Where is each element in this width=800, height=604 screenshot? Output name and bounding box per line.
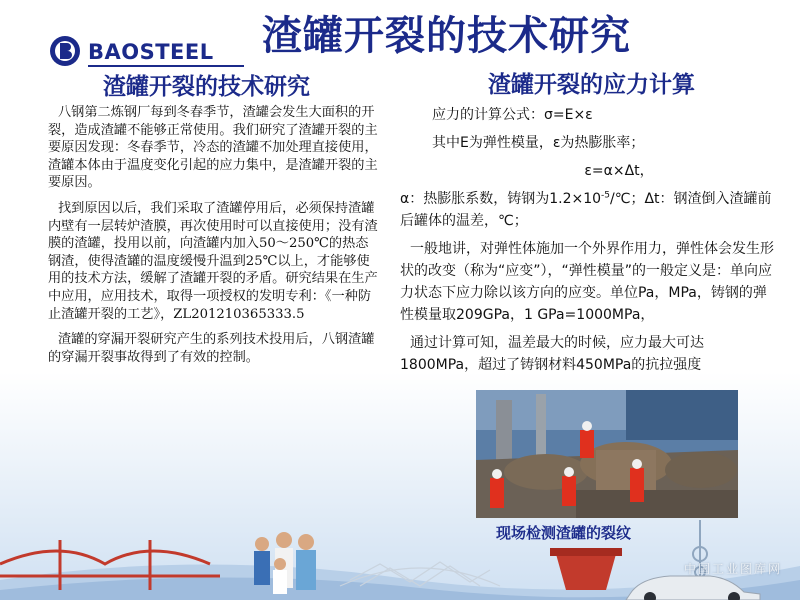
coefficient-text-rest: /℃；Δt：钢渣倒入渣罐前后罐体的温差，℃； [400,191,772,229]
elasticity-paragraph: 一般地讲，对弹性体施加一个外界作用力，弹性体会发生形状的改变（称为“应变”），“弹性模量”的一般定义是：单向应力状态下应力除以该方向的应变。单位Pa，MPa，铸钢的弹性模量取209GPa，1 GPa=1000MPa， [400,241,774,323]
conclusion-paragraph: 通过计算可知，温差最大的时候，应力最大可达1800MPa，超过了铸钢材料450MPa的抗拉强度 [400,335,704,373]
slide-title: 渣罐开裂的技术研究 [262,13,631,59]
baosteel-logo [48,34,248,68]
coefficient-text: α：热膨胀系数，铸钢为1.2×10 [400,191,602,207]
right-body [400,104,778,376]
formula-line: 应力的计算公式：σ=E×ε [432,107,593,123]
coefficient-definition [400,188,778,232]
photo-caption: 现场检测渣罐的裂纹 [496,524,632,542]
watermark: 中国工业图库网 [684,562,783,576]
baosteel-emblem-icon [48,34,84,68]
bottom-decoration [0,520,800,600]
left-paragraph: 找到原因以后，我们采取了渣罐停用后，必须保持渣罐内壁有一层转炉渣膜，再次使用时可以直接使用；没有渣膜的渣罐，投用以前，向渣罐内加入50～250℃的热态钢渣，使得渣罐的温度缓慢升温到25℃以上，才能够使用的技术方法，缓解了渣罐开裂的矛盾。研究结果在生产中应用，应用技术，取得一项授权的发明专利：《一种防止渣罐开裂的工艺》，ZL201210365333.5 [48,200,378,322]
coefficient-exponent: -5 [601,190,611,201]
brand-name: BAOSTEEL [88,40,214,64]
left-heading: 渣罐开裂的技术研究 [103,73,310,100]
brand-underline [88,65,244,67]
left-body [48,104,378,374]
right-heading: 渣罐开裂的应力计算 [488,71,695,98]
formula-definition: 其中E为弹性模量，ε为热膨胀率； [432,135,645,151]
left-paragraph: 八钢第二炼钢厂每到冬春季节，渣罐会发生大面积的开裂，造成渣罐不能够正常使用。我们研究了渣罐开裂的主要原因发现：冬春季节，冷态的渣罐不加处理直接使用，渣罐本体由于温度变化引起的应力集中，是渣罐开裂的主要原因。 [48,105,378,191]
slag-pot-inspection-illustration [476,390,738,518]
family-figures [254,532,316,594]
strain-formula: ε=α×Δt， [584,163,654,179]
left-paragraph: 渣罐的穿漏开裂研究产生的系列技术投用后，八钢渣罐的穿漏开裂事故得到了有效的控制。 [48,332,375,365]
site-photo [476,390,738,518]
pavilion-icon [550,548,622,590]
